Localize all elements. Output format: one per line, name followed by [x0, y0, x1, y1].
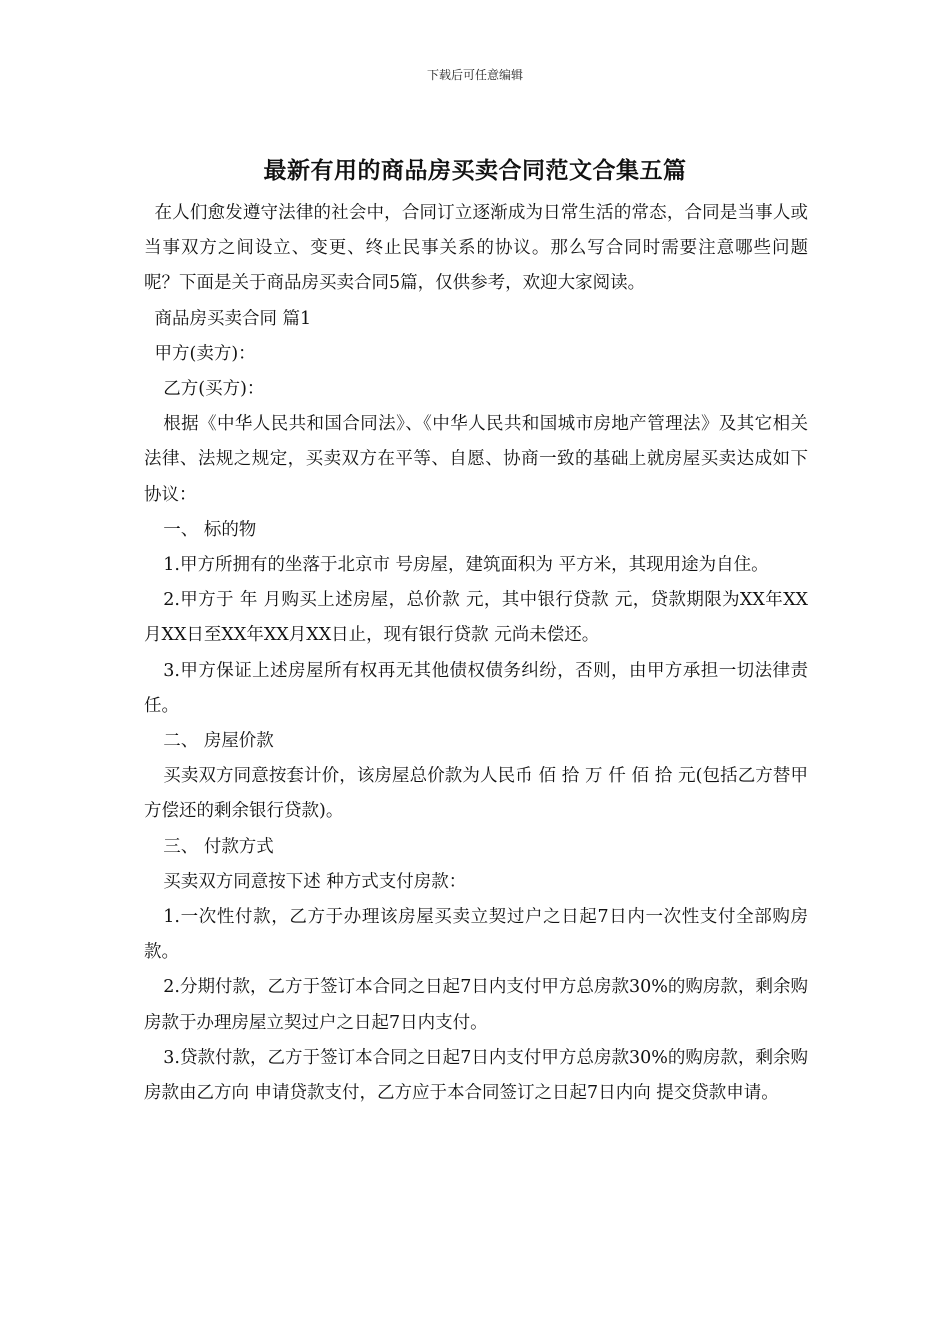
paragraph: 2.甲方于 年 月购买上述房屋，总价款 元，其中银行贷款 元，贷款期限为XX年XX月XX日至XX年XX月XX日止，现有银行贷款 元尚未偿还。 [144, 590, 808, 646]
paragraph: 甲方(卖方)： [154, 343, 256, 364]
paragraph: 3.贷款付款，乙方于签订本合同之日起7日内支付甲方总房款30%的购房款，剩余购房款由乙方向 申请贷款支付，乙方应于本合同签订之日起7日内向 提交贷款申请。 [144, 1047, 808, 1104]
paragraph: 1.一次性付款，乙方于办理该房屋买卖立契过户之日起7日内一次性支付全部购房款。 [144, 907, 808, 963]
paragraph: 二、 房屋价款 [163, 731, 274, 752]
paragraph: 3.甲方保证上述房屋所有权再无其他债权债务纠纷，否则，由甲方承担一切法律责任。 [144, 660, 808, 716]
paragraph: 商品房买卖合同 篇1 [154, 308, 312, 329]
paragraph: 一、 标的物 [163, 519, 257, 540]
paragraph: 乙方(买方)： [163, 379, 265, 400]
paragraph: 在人们愈发遵守法律的社会中，合同订立逐渐成为日常生活的常态，合同是当事人或当事双方之间设立、变更、终止民事关系的协议。那么写合同时需要注意哪些问题呢？下面是关于商品房买卖合同5篇，仅供参考，欢迎大家阅读。 [144, 203, 808, 294]
paragraph: 根据《中华人民共和国合同法》、《中华人民共和国城市房地产管理法》及其它相关法律、法规之规定，买卖双方在平等、自愿、协商一致的基础上就房屋买卖达成如下协议： [144, 414, 808, 505]
paragraph: 买卖双方同意按套计价，该房屋总价款为人民币 佰 拾 万 仟 佰 拾 元(包括乙方替甲方偿还的剩余银行贷款)。 [144, 766, 808, 822]
paragraph: 2.分期付款，乙方于签订本合同之日起7日内支付甲方总房款30%的购房款，剩余购房款于办理房屋立契过户之日起7日内支付。 [144, 977, 808, 1033]
paragraph: 三、 付款方式 [163, 836, 274, 857]
document-body [144, 196, 808, 1111]
paragraph: 买卖双方同意按下述 种方式支付房款： [163, 871, 467, 892]
paragraph: 1.甲方所拥有的坐落于北京市 号房屋，建筑面积为 平方米，其现用途为自住。 [163, 555, 769, 576]
header-note: 下载后可任意编辑 [426, 68, 523, 82]
document-title: 最新有用的商品房买卖合同范文合集五篇 [263, 158, 687, 184]
